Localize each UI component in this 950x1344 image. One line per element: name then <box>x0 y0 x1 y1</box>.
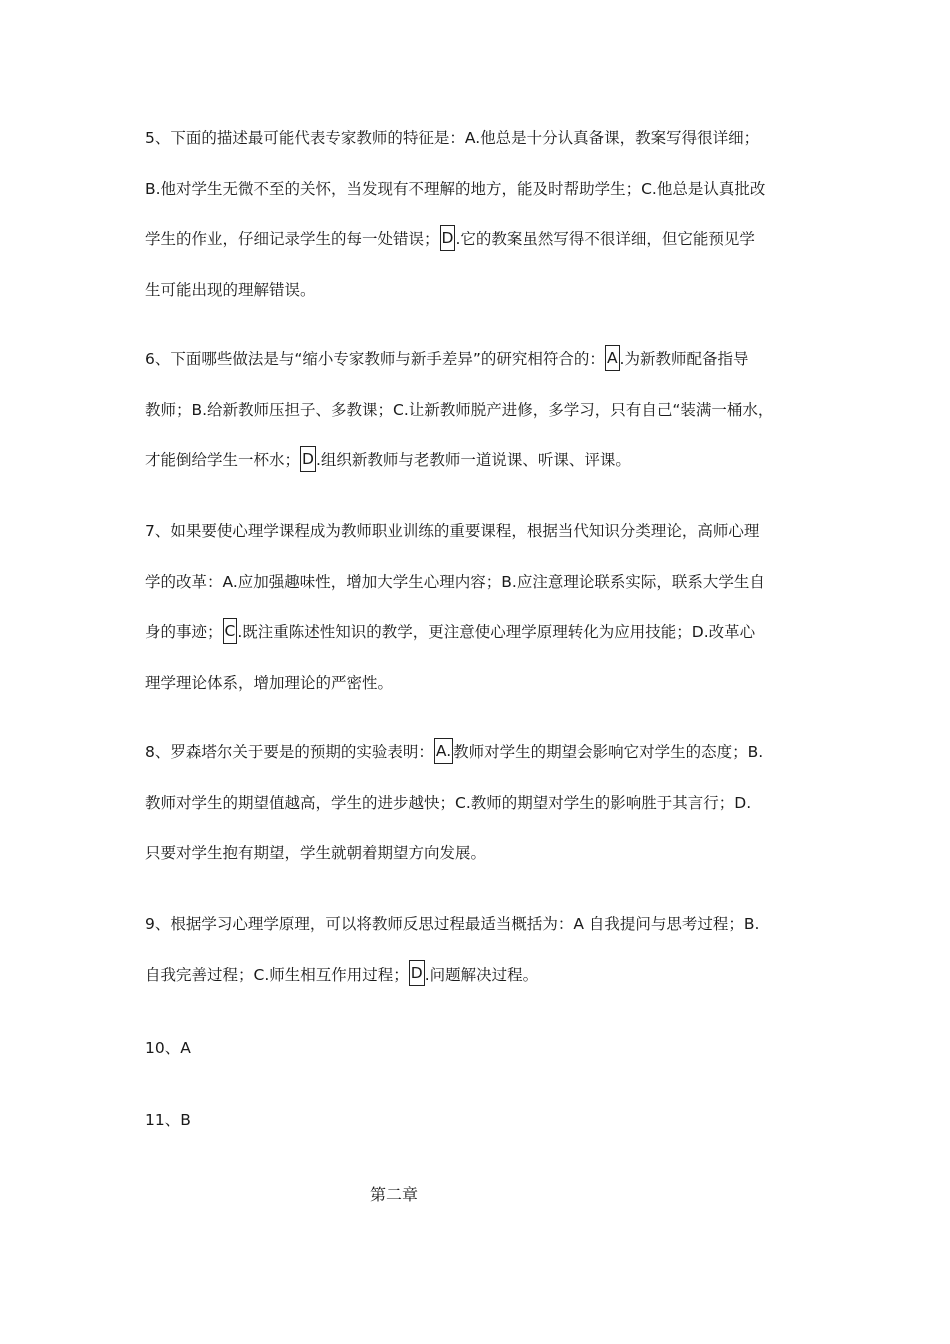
line-text: 教师对学生的期望值越高，学生的进步越快；C.教师的期望对学生的影响胜于其言行；D. <box>145 793 752 812</box>
question-line <box>145 113 815 164</box>
line-text: 8、罗森塔尔关于要是的预期的实验表明： <box>145 743 434 761</box>
line-text: 教师；B.给新教师压担子、多教课；C.让新教师脱产进修，多学习，只有自己“装满一桶水， <box>145 400 774 419</box>
question-line <box>145 899 815 950</box>
answer-box: A <box>605 345 620 371</box>
answer-box: C <box>223 618 238 644</box>
line-text: 身的事迹； <box>145 623 223 641</box>
question-line <box>145 828 815 879</box>
line-text: 学生的作业，仔细记录学生的每一处错误； <box>145 230 440 248</box>
line-text: 9、根据学习心理学原理，可以将教师反思过程最适当概括为：A 自我提问与思考过程；B. <box>145 915 760 933</box>
question-line <box>145 214 815 265</box>
line-text: 教师对学生的期望会影响它对学生的态度；B. <box>453 743 764 761</box>
question-line <box>145 435 815 486</box>
question-line <box>145 727 815 778</box>
line-text: 5、下面的描述最可能代表专家教师的特征是：A.他总是十分认真备课，教案写得很详细； <box>145 129 760 147</box>
line-text: 自我完善过程；C.师生相互作用过程； <box>145 965 409 984</box>
question-line <box>145 385 815 436</box>
line-text: .为新教师配备指导 <box>619 350 749 368</box>
line-text: .问题解决过程。 <box>424 965 539 984</box>
answer-box: D <box>409 960 425 986</box>
line-text: .它的教案虽然写得不很详细，但它能预见学 <box>455 230 755 248</box>
question-11: 11、B <box>145 1111 191 1129</box>
question-line <box>145 778 815 829</box>
question-line <box>145 950 815 1001</box>
line-text: 才能倒给学生一杯水； <box>145 451 301 469</box>
line-text: 只要对学生抱有期望，学生就朝着期望方向发展。 <box>145 844 487 862</box>
answer-box: D <box>300 446 316 472</box>
chapter-title: 第二章 <box>370 1185 419 1204</box>
question-7 <box>145 506 815 708</box>
line-text: 7、如果要使心理学课程成为教师职业训练的重要课程，根据当代知识分类理论，高师心理 <box>145 522 760 540</box>
line-text: 学的改革：A.应加强趣味性，增加大学生心理内容；B.应注意理论联系实际，联系大学生自 <box>145 572 765 591</box>
question-line <box>145 658 815 709</box>
question-line <box>145 334 815 385</box>
question-6 <box>145 334 815 486</box>
line-text: 6、下面哪些做法是与“缩小专家教师与新手差异”的研究相符合的： <box>145 350 605 368</box>
line-text: .既注重陈述性知识的教学，更注意使心理学原理转化为应用技能；D.改革心 <box>237 623 756 641</box>
question-9 <box>145 899 815 1000</box>
line-text: 生可能出现的理解错误。 <box>145 280 316 299</box>
line-text: 理学理论体系，增加理论的严密性。 <box>145 673 394 692</box>
question-line <box>145 265 815 316</box>
answer-box: D <box>440 225 456 251</box>
question-line <box>145 164 815 215</box>
question-line <box>145 506 815 557</box>
question-10: 10、A <box>145 1039 191 1057</box>
question-8 <box>145 727 815 879</box>
answer-box: A. <box>434 738 453 764</box>
line-text: B.他对学生无微不至的关怀，当发现有不理解的地方，能及时帮助学生；C.他总是认真批改 <box>145 179 766 198</box>
question-line <box>145 557 815 608</box>
question-line <box>145 607 815 658</box>
line-text: .组织新教师与老教师一道说课、听课、评课。 <box>315 451 631 469</box>
question-5 <box>145 113 815 315</box>
